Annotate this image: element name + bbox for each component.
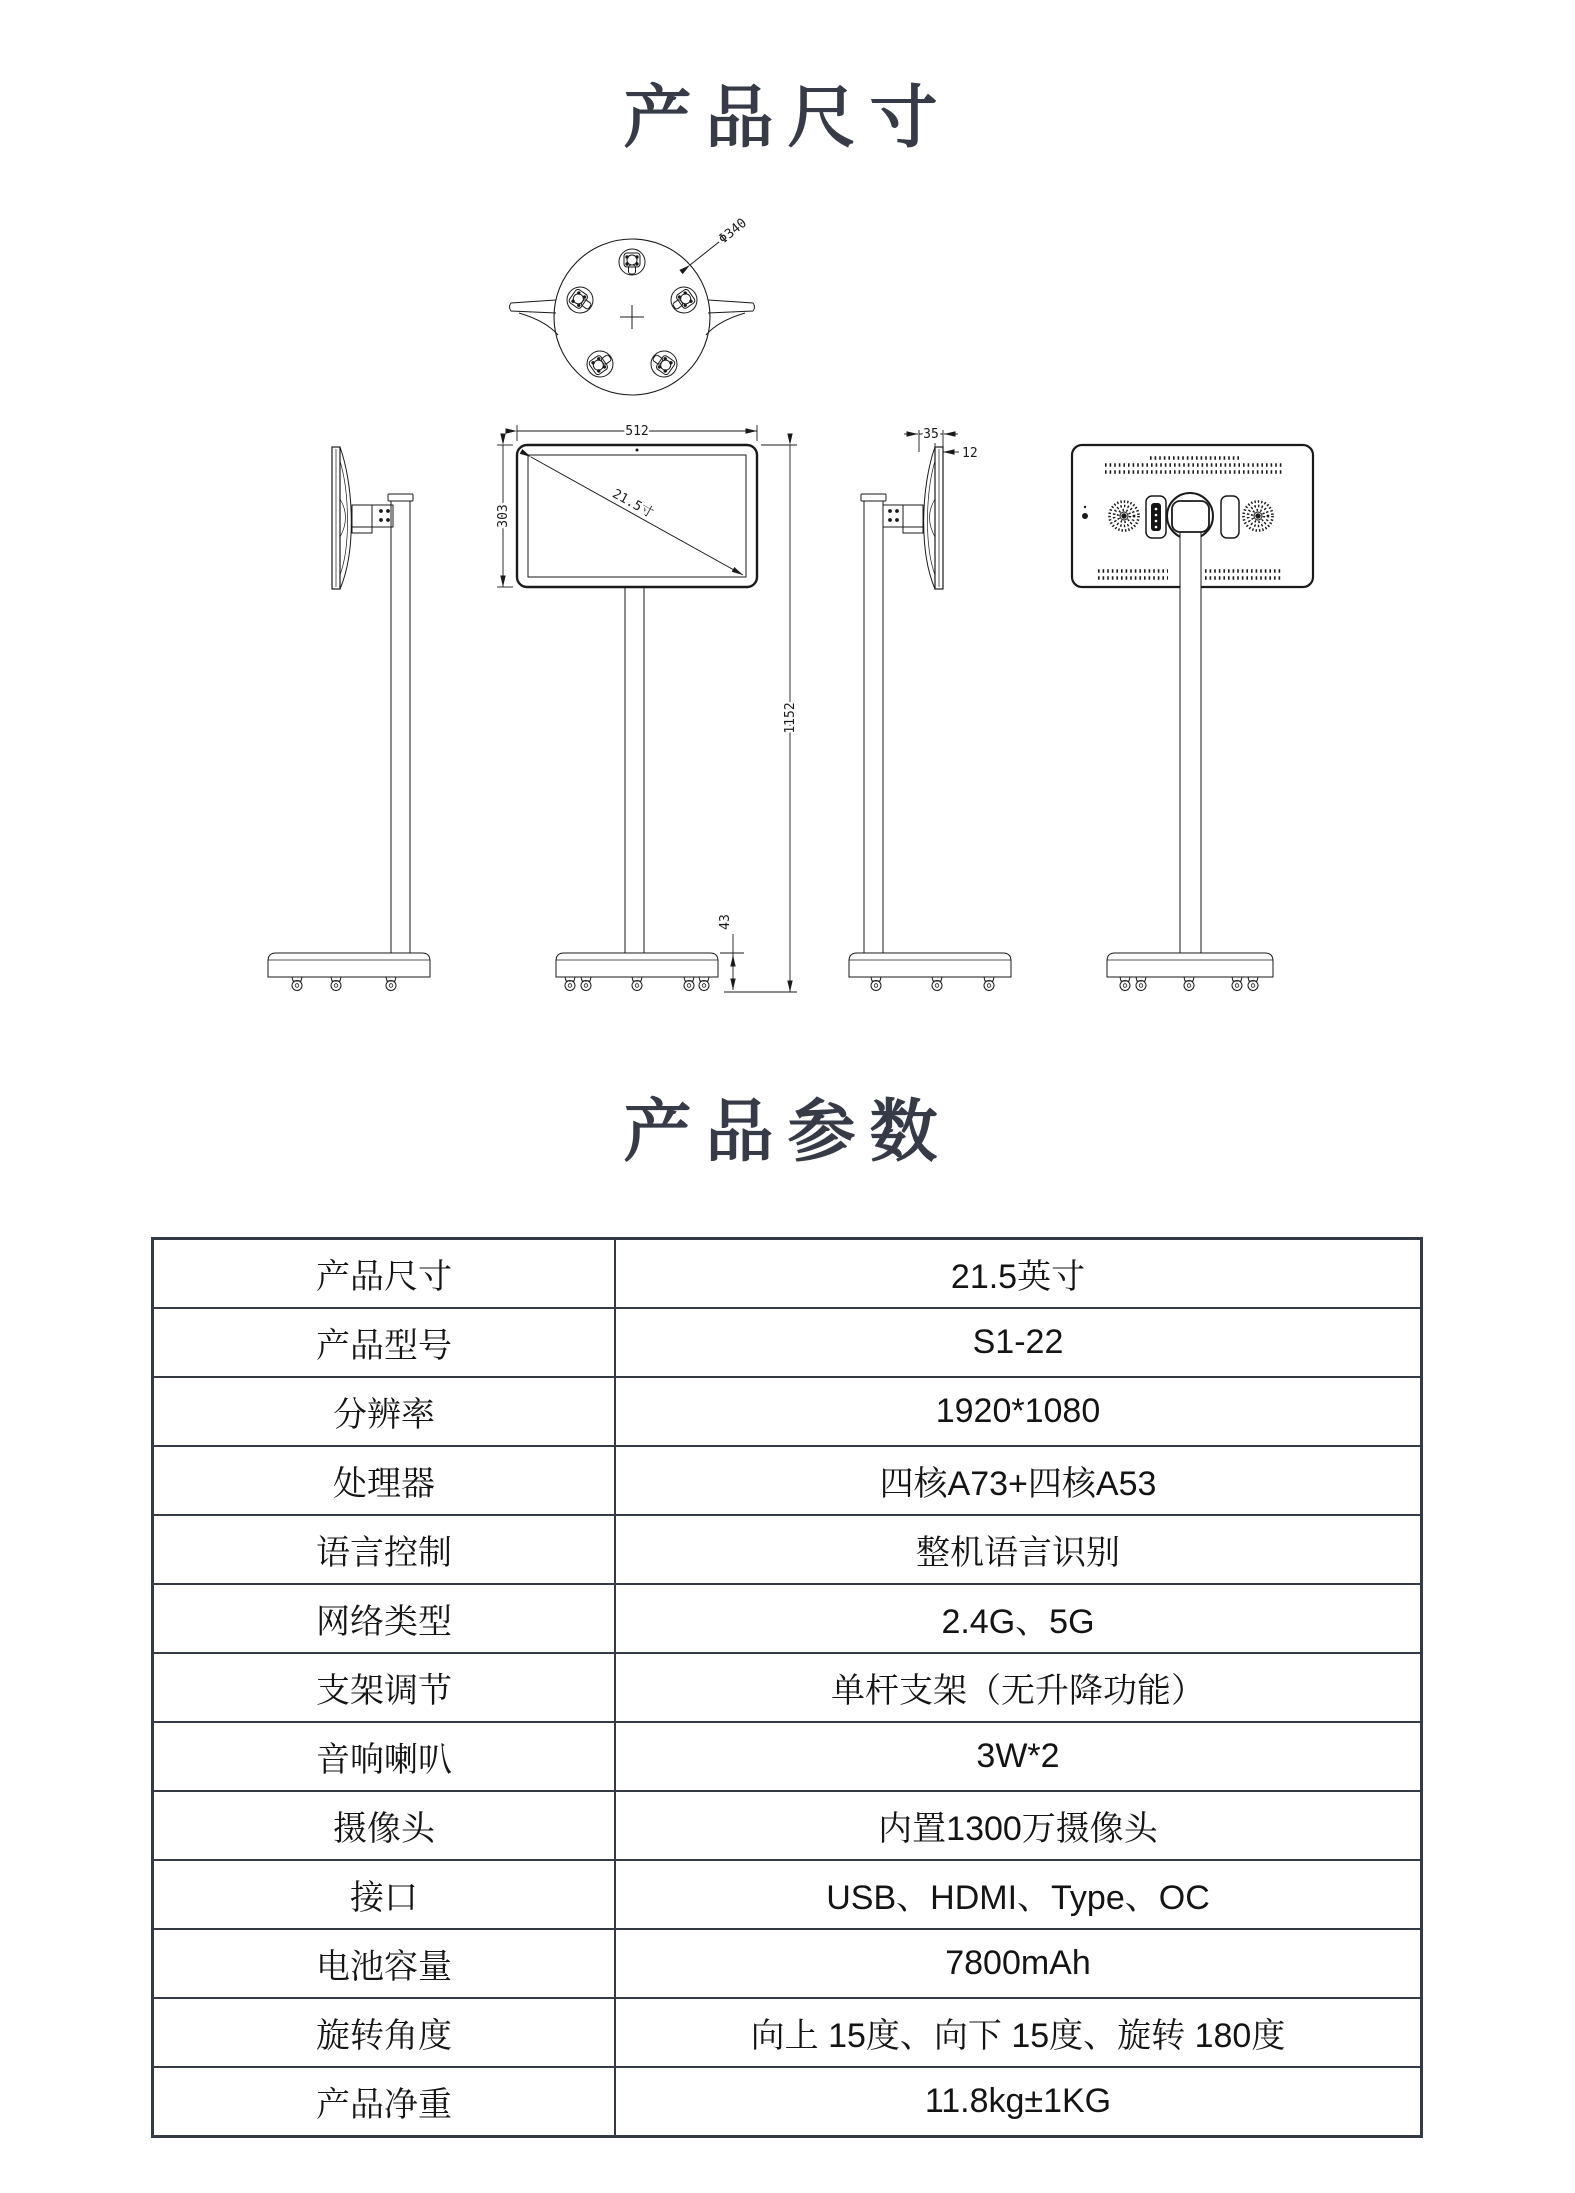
back-view-drawing [1072,445,1313,991]
table-row [154,1514,1420,1583]
dim-screen-diagonal-label: 21.5寸 [609,486,656,522]
spec-value: 四核A73+四核A53 [879,1465,1157,1503]
spec-label: 产品型号 [154,1309,616,1376]
spec-label: 音响喇叭 [154,1723,616,1790]
spec-label: 语言控制 [154,1516,616,1583]
spec-label: 产品尺寸 [154,1240,616,1307]
table-row [154,2066,1420,2135]
spec-value: 3W*2 [976,1737,1060,1775]
side-view-left-drawing [268,447,430,991]
spec-value: 向上 15度、向下 15度、旋转 180度 [750,2017,1286,2055]
spec-label: 网络类型 [154,1585,616,1652]
spec-label: 分辨率 [154,1378,616,1445]
spec-value: 2.4G、5G [941,1603,1095,1641]
dim-screen-width-label: 512 [625,424,649,439]
spec-value: 21.5英寸 [950,1258,1086,1296]
top-view-drawing [510,216,755,395]
dim-base-diameter-label: Φ340 [716,215,750,248]
spec-label: 接口 [154,1861,616,1928]
table-row [154,1790,1420,1859]
spec-label: 旋转角度 [154,1999,616,2066]
spec-value: 单杆支架（无升降功能） [831,1672,1205,1710]
table-row [154,1376,1420,1445]
spec-label: 电池容量 [154,1930,616,1997]
spec-label: 产品净重 [154,2068,616,2135]
table-row [154,1997,1420,2066]
dim-depth-total-label: 35 [923,427,939,442]
spec-label: 摄像头 [154,1792,616,1859]
section-title-specs: 产品参数 [623,1094,952,1170]
table-row [154,1859,1420,1928]
dim-base-height-label: 43 [718,914,733,930]
table-row [154,1928,1420,1997]
spec-value: 整机语言识别 [916,1534,1120,1572]
spec-label: 支架调节 [154,1654,616,1721]
spec-value: 内置1300万摄像头 [878,1810,1158,1848]
spec-value: 11.8kg±1KG [924,2082,1112,2120]
spec-value: S1-22 [972,1323,1064,1361]
spec-value: USB、HDMI、Type、OC [826,1879,1210,1917]
table-row [154,1445,1420,1514]
table-row [154,1721,1420,1790]
spec-table [151,1237,1423,2138]
table-row [154,1583,1420,1652]
section-title-dimensions: 产品尺寸 [623,80,952,156]
product-dimension-drawing [0,0,1575,1030]
side-view-right-drawing [849,427,1011,991]
dim-panel-thickness-label: 12 [962,446,978,461]
spec-label: 处理器 [154,1447,616,1514]
spec-value: 7800mAh [945,1944,1091,1982]
spec-value: 1920*1080 [935,1392,1101,1430]
front-view-drawing [517,445,757,991]
dim-overall-height-label: 1152 [783,702,798,734]
table-row [154,1652,1420,1721]
table-row [154,1240,1420,1307]
table-row [154,1307,1420,1376]
dim-screen-height-label: 303 [496,504,511,528]
